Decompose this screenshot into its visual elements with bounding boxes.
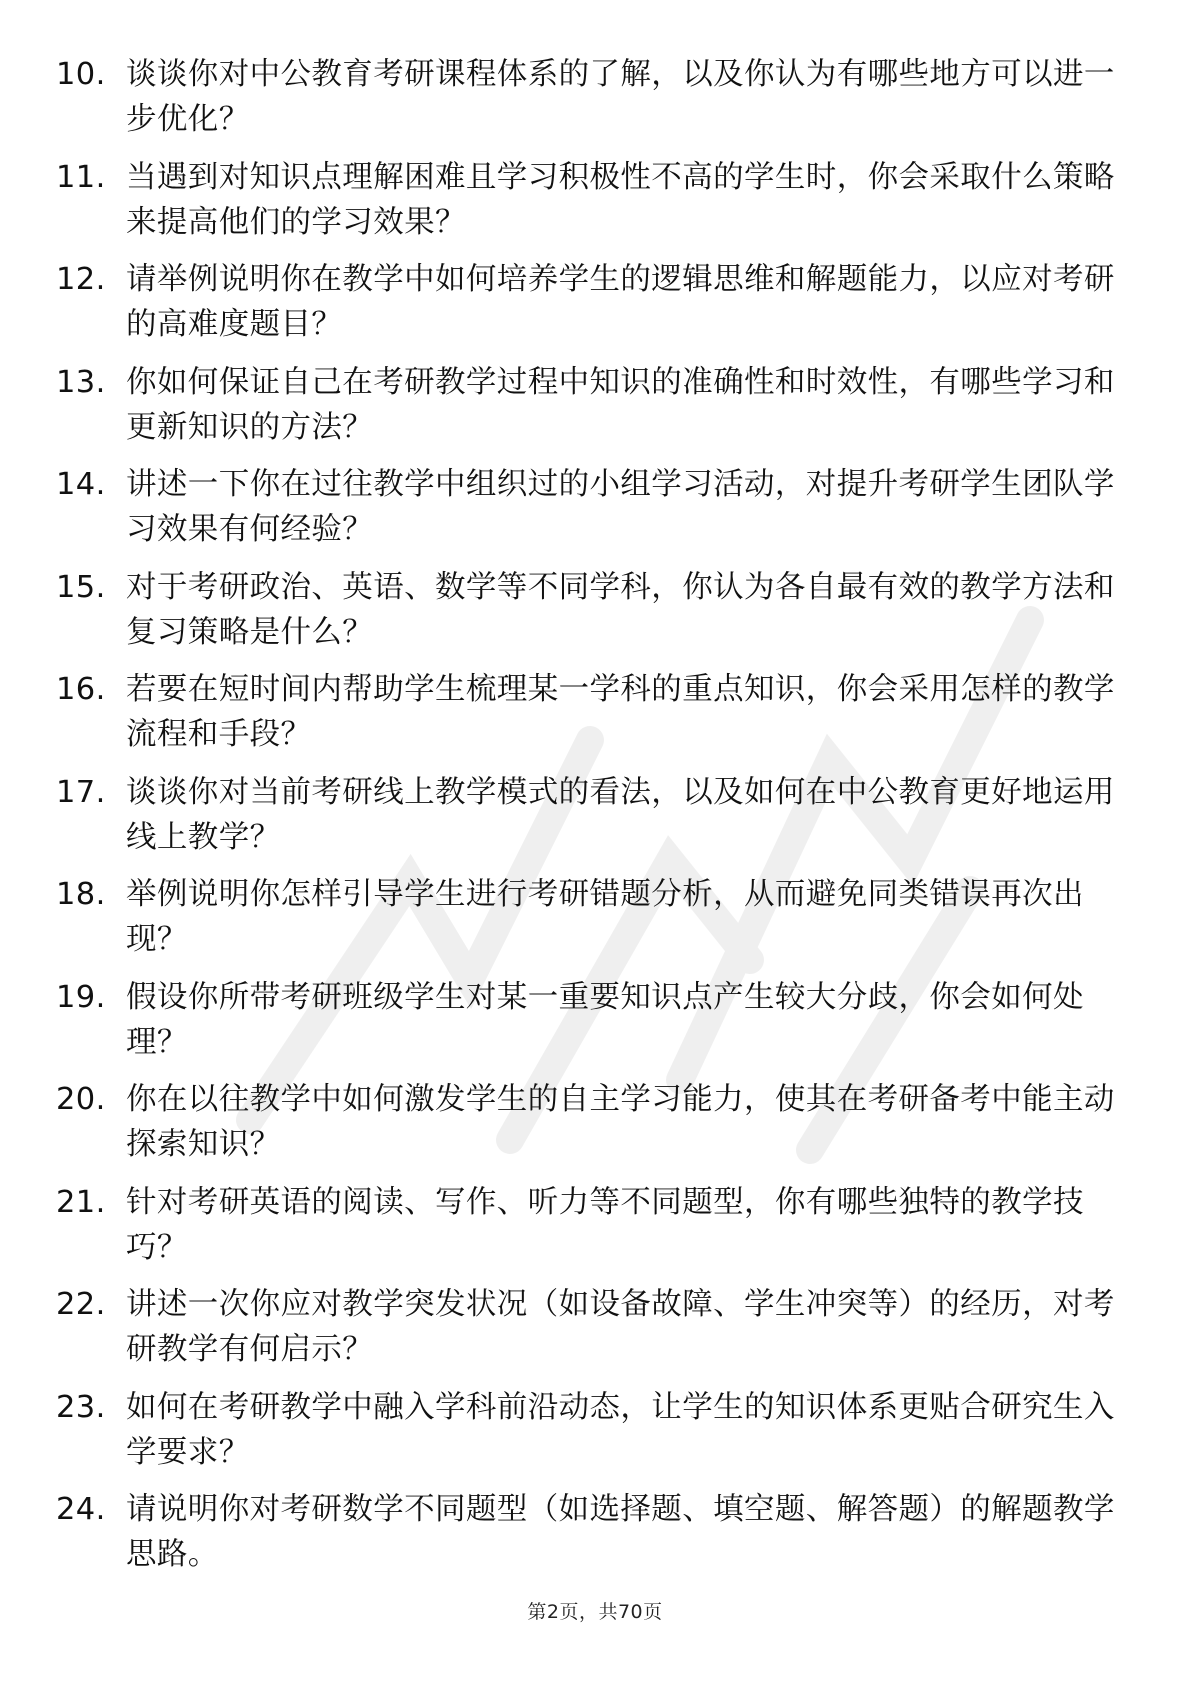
question-text: 谈谈你对中公教育考研课程体系的了解，以及你认为有哪些地方可以进一步优化？ [126,57,1115,137]
question-text: 当遇到对知识点理解困难且学习积极性不高的学生时，你会采取什么策略来提高他们的学习效果？ [126,159,1115,240]
question-text: 举例说明你怎样引导学生进行考研错题分析，从而避免同类错误再次出现？ [126,877,1084,957]
question-number: 11. [56,159,106,195]
question-number: 15. [56,569,106,605]
list-item [56,257,1126,347]
list-item [56,1282,1126,1372]
question-text: 假设你所带考研班级学生对某一重要知识点产生较大分歧，你会如何处理？ [126,979,1084,1060]
question-text: 对于考研政治、英语、数学等不同学科，你认为各自最有效的教学方法和复习策略是什么？ [126,569,1115,650]
question-text: 请说明你对考研数学不同题型（如选择题、填空题、解答题）的解题教学思路。 [126,1492,1115,1572]
list-item [56,565,1126,655]
question-number: 21. [56,1184,106,1220]
list-item [56,462,1126,552]
question-number: 14. [56,467,106,502]
question-text: 你如何保证自己在考研教学过程中知识的准确性和时效性，有哪些学习和更新知识的方法？ [126,364,1115,445]
question-text: 讲述一下你在过往教学中组织过的小组学习活动，对提升考研学生团队学习效果有何经验？ [126,467,1115,547]
question-text: 你在以往教学中如何激发学生的自主学习能力，使其在考研备考中能主动探索知识？ [126,1082,1115,1162]
list-item [56,360,1126,450]
question-text: 如何在考研教学中融入学科前沿动态，让学生的知识体系更贴合研究生入学要求？ [126,1389,1115,1470]
list-item [56,770,1126,860]
question-number: 17. [56,774,106,810]
question-number: 12. [56,262,106,297]
question-number: 13. [56,364,106,400]
question-number: 18. [56,877,106,912]
question-number: 22. [56,1287,106,1322]
question-number: 20. [56,1082,106,1117]
question-number: 24. [56,1492,106,1527]
list-item [56,667,1126,757]
question-text: 讲述一次你应对教学突发状况（如设备故障、学生冲突等）的经历，对考研教学有何启示？ [126,1287,1115,1367]
question-text: 谈谈你对当前考研线上教学模式的看法，以及如何在中公教育更好地运用线上教学？ [126,774,1115,855]
question-text: 针对考研英语的阅读、写作、听力等不同题型，你有哪些独特的教学技巧？ [126,1184,1084,1265]
list-item [56,872,1126,962]
page-footer: 第2页，共70页 [527,1601,663,1623]
list-item [56,155,1126,245]
list-item [56,1487,1126,1577]
question-text: 请举例说明你在教学中如何培养学生的逻辑思维和解题能力，以应对考研的高难度题目？ [126,262,1115,342]
question-number: 23. [56,1389,106,1425]
question-number: 16. [56,672,106,707]
list-item [56,1385,1126,1475]
list-item [56,1180,1126,1270]
question-text: 若要在短时间内帮助学生梳理某一学科的重点知识，你会采用怎样的教学流程和手段？ [126,672,1115,752]
question-number: 19. [56,979,106,1015]
question-list [56,52,1126,1590]
list-item [56,975,1126,1065]
list-item [56,1077,1126,1167]
list-item [56,52,1126,142]
question-number: 10. [56,57,106,92]
